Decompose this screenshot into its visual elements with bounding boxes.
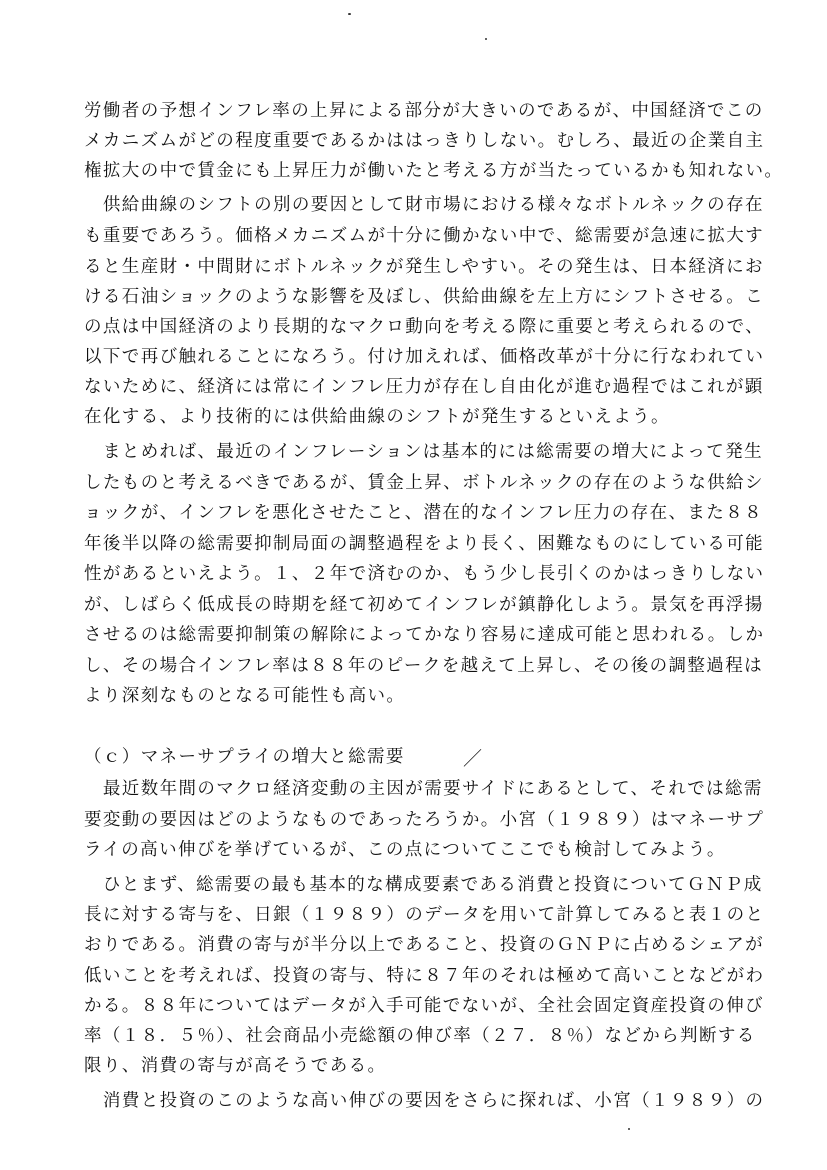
text-line: まとめれば、最近のインフレーションは基本的には総需要の増大によって発生 [84,442,763,462]
text-line: も重要であろう。価格メカニズムが十分に働かない中で、総需要が急速に拡大す [84,226,765,246]
text-line: 労働者の予想インフレ率の上昇による部分が大きいのであるが、中国経済でこの [84,101,764,121]
section-heading: （ｃ）マネーサプライの増大と総需要 [84,747,405,767]
text-line: ると生産財・中間財にボトルネックが発生しやすい。その発生は、日本経済にお [84,257,764,277]
text-line: 長に対する寄与を、日銀（１９８９）のデータを用いて計算してみると表１のと [84,905,765,925]
text-line: 消費と投資のこのような高い伸びの要因をさらに探れば、小宮（１９８９）の [84,1091,765,1111]
text-line: メカニズムがどの程度重要であるかははっきりしない。むしろ、最近の企業自主 [84,131,765,151]
text-line: 権拡大の中で賃金にも上昇圧力が働いたと考える方が当たっているかも知れない。 [84,161,784,181]
scan-speck [485,38,487,40]
text-line: 以下で再び触れることになろう。付け加えれば、価格改革が十分に行なわれてい [84,347,765,367]
text-line: 低いことを考えれば、投資の寄与、特に８７年のそれは極めて高いことなどがわ [84,966,765,986]
text-line: 最近数年間のマクロ経済変動の主因が需要サイドにあるとして、それでは総需 [84,779,763,799]
text-line: し、その場合インフレ率は８８年のピークを越えて上昇し、その後の調整過程は [84,656,763,676]
text-line: 性があるといえよう。１、２年で済むのか、もう少し長引くのかはっきりしない [84,564,765,584]
text-line: させるのは総需要抑制策の解除によってかなり容易に達成可能と思われる。しか [84,625,765,645]
text-line: 年後半以降の総需要抑制局面の調整過程をより長く、困難なものにしている可能 [84,534,765,554]
text-line: ライの高い伸びを挙げているが、この点についてここでも検討してみよう。 [84,840,726,860]
text-line: の点は中国経済のより長期的なマクロ動向を考える際に重要と考えられるので、 [84,317,765,337]
scan-speck [628,1128,630,1130]
text-line: 要変動の要因はどのようなものであったろうか。小宮（１９８９）はマネーサプ [84,810,765,830]
scan-speck [348,13,351,15]
text-line: かる。８８年についてはデータが入手可能でないが、全社会固定資産投資の伸び [84,996,765,1016]
text-line: ける石油ショックのような影響を及ぼし、供給曲線を左上方にシフトさせる。こ [84,287,765,307]
text-line: が、しばらく低成長の時期を経て初めてインフレが鎮静化しよう。景気を再浮揚 [84,595,764,615]
text-line: ひとまず、総需要の最も基本的な構成要素である消費と投資についてＧＮＰ成 [84,875,763,895]
text-line: 率（１８．５％）、社会商品小売総額の伸び率（２７．８％）などから判断する [84,1026,756,1046]
text-line: ないために、経済には常にインフレ圧力が存在し自由化が進む過程ではこれが顕 [84,377,764,397]
text-line: 供給曲線のシフトの別の要因として財市場における様々なボトルネックの存在 [84,195,764,215]
text-line: ョックが、インフレを悪化させたこと、潜在的なインフレ圧力の存在、また８８ [84,503,763,523]
heading-mark: ／ [463,748,483,770]
text-line: 在化する、より技術的には供給曲線のシフトが発生するといえよう。 [84,407,670,427]
text-line: より深刻なものとなる可能性も高い。 [84,686,406,706]
text-line: したものと考えるべきであるが、賃金上昇、ボトルネックの存在のような供給シ [84,473,764,493]
text-line: おりである。消費の寄与が半分以上であること、投資のＧＮＰに占めるシェアが [84,935,765,955]
text-line: 限り、消費の寄与が高そうである。 [84,1056,387,1076]
